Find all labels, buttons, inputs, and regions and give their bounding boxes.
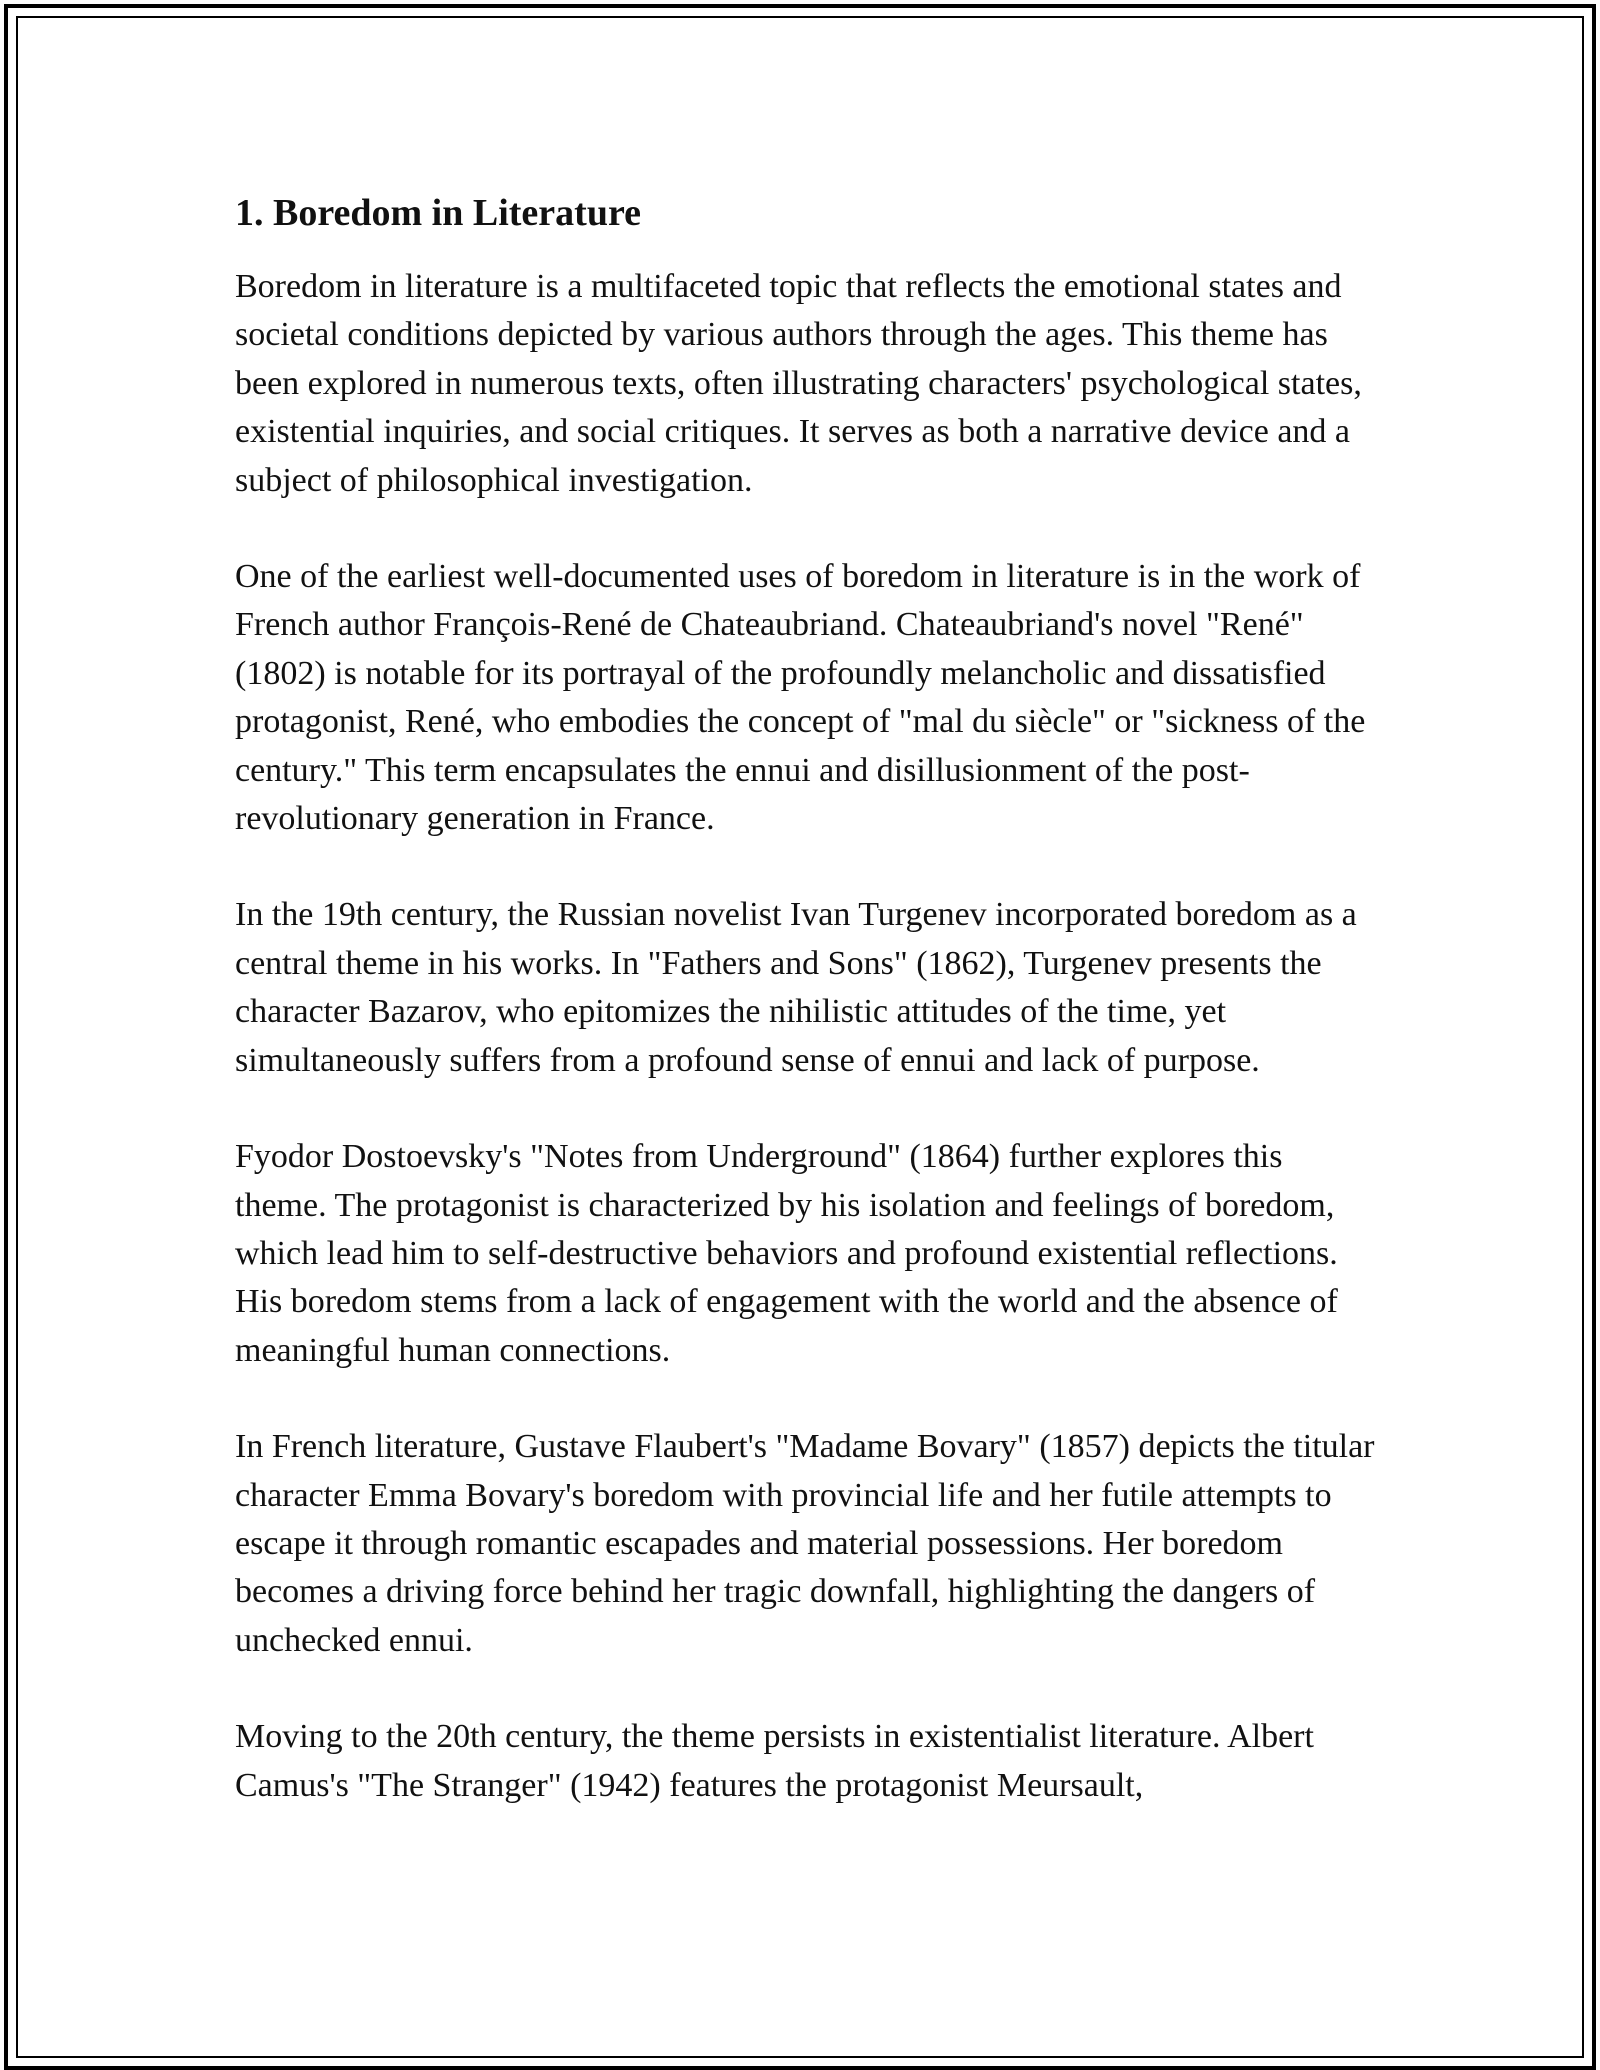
document-body <box>235 185 1375 1810</box>
section-heading: 1. Boredom in Literature <box>235 192 641 234</box>
paragraph-intro: Boredom in literature is a multifaceted topic that reflects the emotional states and societal conditions depicted by various authors through the ages. This theme has been explored in numerous texts, often illustrating characters' psychological states, existential inquiries, and social critiques. It serves as both a narrative device and a subject of philosophical investigation. <box>235 268 1362 499</box>
paragraph-flaubert: In French literature, Gustave Flaubert's "Madame Bovary" (1857) depicts the titular character Emma Bovary's boredom with provincial life and her futile attempts to escape it through romantic escapades and material possessions. Her boredom becomes a driving force behind her tragic downfall, highlighting the dangers of unchecked ennui. <box>235 1428 1375 1659</box>
paragraph-dostoevsky: Fyodor Dostoevsky's "Notes from Underground" (1864) further explores this theme. The protagonist is characterized by his isolation and feelings of boredom, which lead him to self-destructive behaviors and profound existential reflections. His boredom stems from a lack of engagement with the world and the absence of meaningful human connections. <box>235 1138 1338 1369</box>
paragraph-chateaubriand: One of the earliest well-documented uses of boredom in literature is in the work of French author François-René de Chateaubriand. Chateaubriand's novel "René" (1802) is notable for its portrayal of the profoundly melancholic and dissatisfied protagonist, René, who embodies the concept of "mal du siècle" or "sickness of the century." This term encapsulates the ennui and disillusionment of the post-revolutionary generation in France. <box>235 558 1366 838</box>
paragraph-turgenev: In the 19th century, the Russian novelist Ivan Turgenev incorporated boredom as a central theme in his works. In "Fathers and Sons" (1862), Turgenev presents the character Bazarov, who epitomizes the nihilistic attitudes of the time, yet simultaneously suffers from a profound sense of ennui and lack of purpose. <box>235 896 1357 1079</box>
paragraph-camus: Moving to the 20th century, the theme persists in existentialist literature. Albert Camus's "The Stranger" (1942) features the protagonist Meursault, <box>235 1718 1314 1804</box>
